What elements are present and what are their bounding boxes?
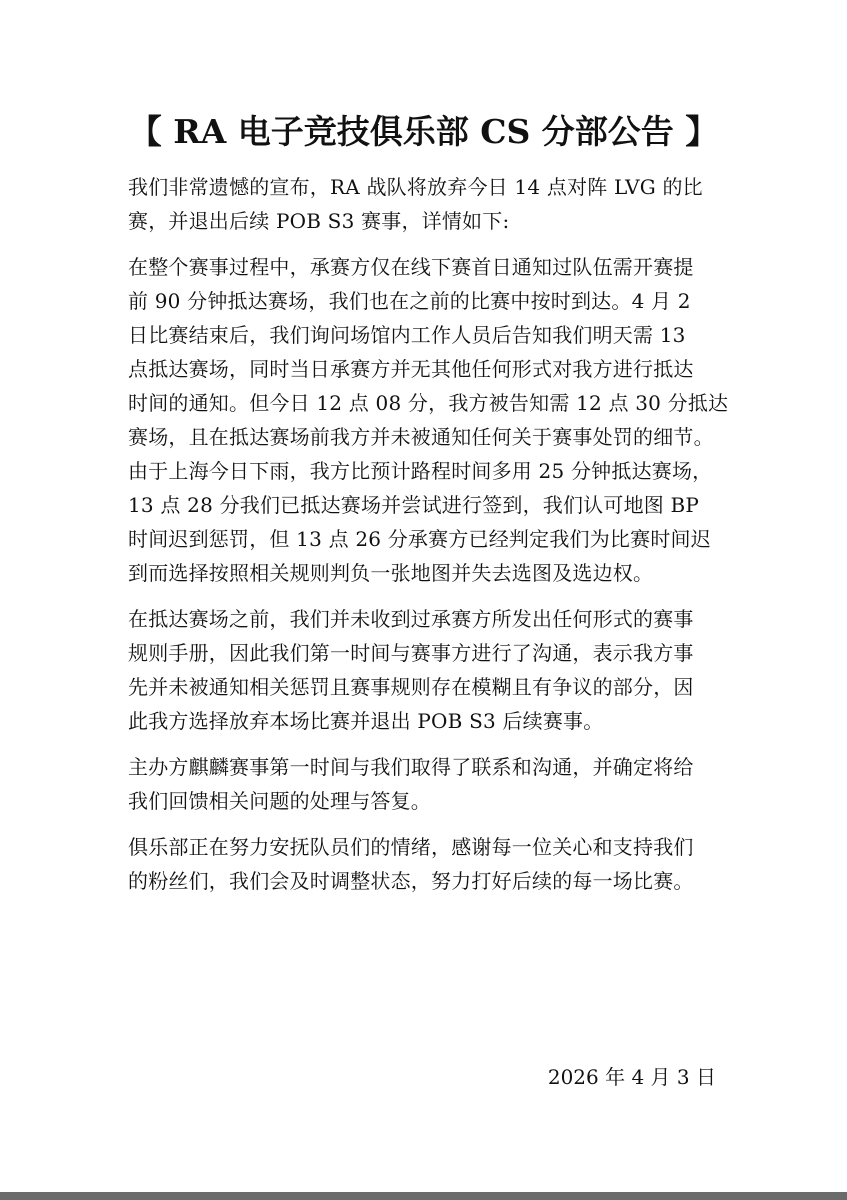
paragraph-line: 时间迟到惩罚，但 13 点 26 分承赛方已经判定我们为比赛时间迟 <box>128 527 711 551</box>
paragraph-line: 赛场，且在抵达赛场前我方并未被通知任何关于赛事处罚的细节。 <box>128 425 714 449</box>
paragraph-communication <box>128 602 728 738</box>
paragraph-line: 在整个赛事过程中，承赛方仅在线下赛首日通知过队伍需开赛提 <box>128 255 694 279</box>
paragraph-line: 日比赛结束后，我们询问场馆内工作人员后告知我们明天需 13 <box>128 323 686 347</box>
paragraph-line: 我们非常遗憾的宣布，RA 战队将放弃今日 14 点对阵 LVG 的比 <box>128 175 703 199</box>
paragraph-line: 点抵达赛场，同时当日承赛方并无其他任何形式对我方进行抵达 <box>128 357 694 381</box>
paragraph-line: 到而选择按照相关规则判负一张地图并失去选图及选边权。 <box>128 561 654 585</box>
page-bottom-edge <box>0 1192 847 1200</box>
paragraph-line: 俱乐部正在努力安抚队员们的情绪，感谢每一位关心和支持我们 <box>128 835 694 859</box>
paragraph-line: 规则手册，因此我们第一时间与赛事方进行了沟通，表示我方事 <box>128 641 694 665</box>
paragraph-intro <box>128 170 728 238</box>
paragraph-line: 我们回馈相关问题的处理与答复。 <box>128 789 431 813</box>
paragraph-details <box>128 250 728 590</box>
announcement-date: 2026 年 4 月 3 日 <box>547 1065 716 1089</box>
paragraph-line: 13 点 28 分我们已抵达赛场并尝试进行签到，我们认可地图 BP <box>128 493 700 517</box>
paragraph-line: 在抵达赛场之前，我们并未收到过承赛方所发出任何形式的赛事 <box>128 607 694 631</box>
paragraph-line: 前 90 分钟抵达赛场，我们也在之前的比赛中按时到达。4 月 2 <box>128 289 691 313</box>
announcement-title: 【 RA 电子竞技俱乐部 CS 分部公告 】 <box>128 112 719 151</box>
paragraph-line: 由于上海今日下雨，我方比预计路程时间多用 25 分钟抵达赛场， <box>128 459 713 483</box>
paragraph-line: 赛，并退出后续 POB S3 赛事，详情如下: <box>128 209 510 233</box>
paragraph-line: 的粉丝们，我们会及时调整状态，努力打好后续的每一场比赛。 <box>128 869 694 893</box>
paragraph-line: 主办方麒麟赛事第一时间与我们取得了联系和沟通，并确定将给 <box>128 755 694 779</box>
paragraph-line: 此我方选择放弃本场比赛并退出 POB S3 后续赛事。 <box>128 709 604 733</box>
paragraph-closing <box>128 830 728 898</box>
paragraph-line: 先并未被通知相关惩罚且赛事规则存在模糊且有争议的部分，因 <box>128 675 694 699</box>
paragraph-organizer <box>128 750 728 818</box>
paragraph-line: 时间的通知。但今日 12 点 08 分，我方被告知需 12 点 30 分抵达 <box>128 391 729 415</box>
announcement-body <box>128 170 728 910</box>
